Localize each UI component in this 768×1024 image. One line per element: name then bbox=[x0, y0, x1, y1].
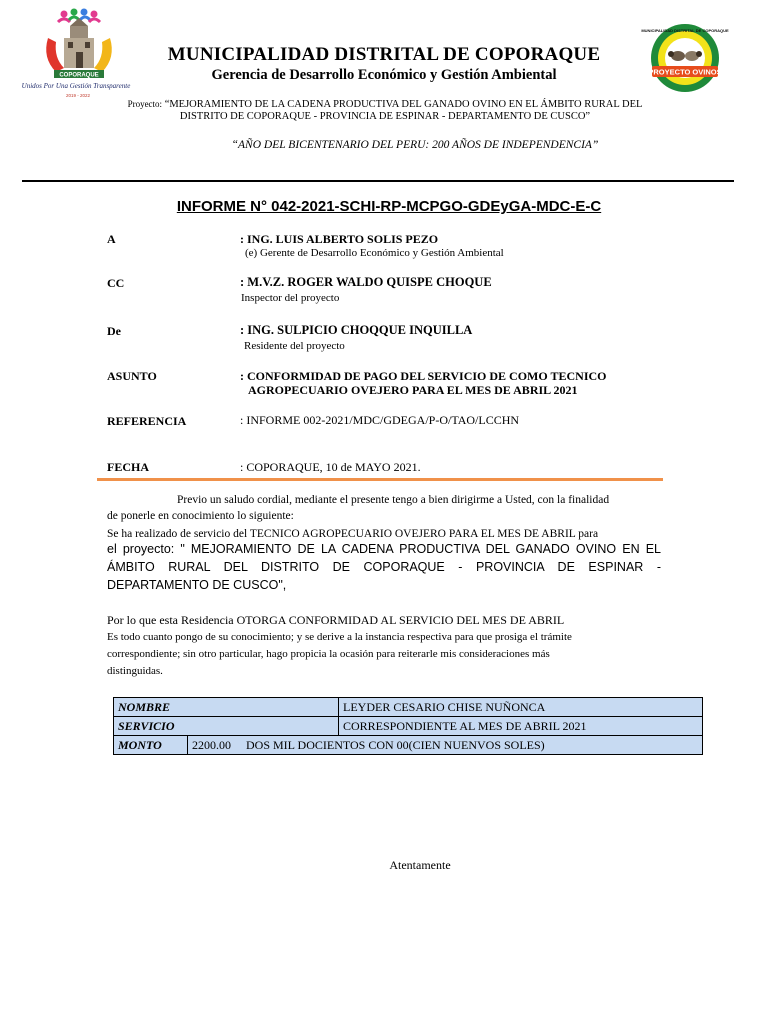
cc-name: : M.V.Z. ROGER WALDO QUISPE CHOQUE bbox=[240, 275, 492, 289]
amount-label-cell: MONTO bbox=[114, 736, 188, 755]
amount-number: 2200.00 bbox=[192, 737, 231, 752]
amount-value-cell bbox=[188, 736, 703, 755]
paragraph-service-line-2: el proyecto: " MEJORAMIENTO DE LA CADENA PRODUCTIVA DEL GANADO OVINO EN EL bbox=[107, 542, 661, 556]
service-label-cell: SERVICIO bbox=[114, 717, 339, 736]
logo-banner-text: PROYECTO OVINOS bbox=[648, 67, 722, 77]
logo-slogan-text: Unidos Por Una Gestión Transparente bbox=[21, 82, 131, 90]
management-subtitle: Gerencia de Desarrollo Económico y Gestión Ambiental bbox=[211, 67, 557, 83]
table-row bbox=[114, 698, 703, 717]
reference-label: REFERENCIA bbox=[107, 414, 187, 428]
logo-ring-text: MUNICIPALIDAD DISTRITAL DE COPORAQUE bbox=[641, 28, 729, 33]
report-number bbox=[0, 198, 768, 215]
paragraph-closing-line-2: correspondiente; sin otro particular, hago propicia la ocasión para reiterarle mis consideraciones más bbox=[107, 648, 550, 660]
amount-words: DOS MIL DOCIENTOS CON 00(CIEN NUENVOS SOLES) bbox=[246, 737, 545, 752]
paragraph-greeting-line-2: de ponerle en conocimiento lo siguiente: bbox=[107, 510, 294, 522]
table-row bbox=[114, 736, 703, 755]
to-name: : ING. LUIS ALBERTO SOLIS PEZO bbox=[240, 232, 439, 246]
logo-years-text: 2019 - 2022 bbox=[65, 93, 91, 98]
table-row bbox=[114, 717, 703, 736]
date-label: FECHA bbox=[107, 460, 149, 474]
reference-value: : INFORME 002-2021/MDC/GDEGA/P-O/TAO/LCCHN bbox=[240, 413, 520, 427]
logo-banner-text: COPORAQUE bbox=[59, 72, 99, 79]
paragraph-closing-line-3: distinguidas. bbox=[107, 665, 163, 677]
date-value: : COPORAQUE, 10 de MAYO 2021. bbox=[240, 460, 421, 474]
project-description bbox=[105, 98, 665, 123]
municipality-title: MUNICIPALIDAD DISTRITAL DE COPORAQUE bbox=[167, 44, 601, 65]
service-value-cell: CORRESPONDIENTE AL MES DE ABRIL 2021 bbox=[339, 717, 703, 736]
paragraph-service-line-1: Se ha realizado de servicio del TECNICO AGROPECUARIO OVEJERO PARA EL MES DE ABRIL para bbox=[107, 528, 599, 540]
payment-summary-table bbox=[113, 697, 703, 755]
orange-divider bbox=[97, 478, 663, 481]
to-role: (e) Gerente de Desarrollo Económico y Gestión Ambiental bbox=[245, 247, 504, 259]
year-motto: “AÑO DEL BICENTENARIO DEL PERU: 200 AÑOS DE INDEPENDENCIA” bbox=[231, 139, 599, 151]
cc-role: Inspector del proyecto bbox=[241, 292, 340, 304]
to-label: A bbox=[107, 232, 116, 246]
report-number-text: INFORME N° 042-2021-SCHI-RP-MCPGO-GDEyGA-MDC-E-C bbox=[176, 198, 602, 215]
closing-salutation: Atentamente bbox=[389, 858, 451, 872]
cc-label: CC bbox=[107, 276, 125, 290]
project-text: “MEJORAMIENTO DE LA CADENA PRODUCTIVA DEL GANADO OVINO EN EL ÁMBITO RURAL DEL DISTRITO DE COPORAQUE - PROVINCIA DE ESPINAR - DEPARTAMENTO DE CUSCO” bbox=[164, 99, 643, 122]
subject-label: ASUNTO bbox=[107, 369, 157, 383]
project-label: Proyecto: bbox=[127, 99, 163, 109]
name-label-cell: NOMBRE bbox=[114, 698, 339, 717]
from-label: De bbox=[107, 324, 121, 338]
subject-line-1: : CONFORMIDAD DE PAGO DEL SERVICIO DE COMO TECNICO bbox=[240, 369, 607, 383]
paragraph-service-line-4: DEPARTAMENTO DE CUSCO", bbox=[107, 578, 287, 592]
from-role: Residente del proyecto bbox=[244, 340, 345, 352]
paragraph-greeting-line-1: Previo un saludo cordial, mediante el presente tengo a bien dirigirme a Usted, con la finalidad bbox=[177, 494, 610, 506]
paragraph-conformity: Por lo que esta Residencia OTORGA CONFORMIDAD AL SERVICIO DEL MES DE ABRIL bbox=[107, 613, 565, 627]
name-value-cell: LEYDER CESARIO CHISE NUÑONCA bbox=[339, 698, 703, 717]
paragraph-closing-line-1: Es todo cuanto pongo de su conocimiento; y se derive a la instancia respectiva para que prosiga el trámite bbox=[107, 631, 572, 643]
header-divider bbox=[22, 180, 734, 182]
paragraph-service-line-3: ÁMBITO RURAL DEL DISTRITO DE COPORAQUE - PROVINCIA DE ESPINAR - bbox=[107, 560, 661, 574]
subject-line-2: AGROPECUARIO OVEJERO PARA EL MES DE ABRIL 2021 bbox=[248, 383, 578, 397]
from-name: : ING. SULPICIO CHOQQUE INQUILLA bbox=[240, 323, 473, 337]
